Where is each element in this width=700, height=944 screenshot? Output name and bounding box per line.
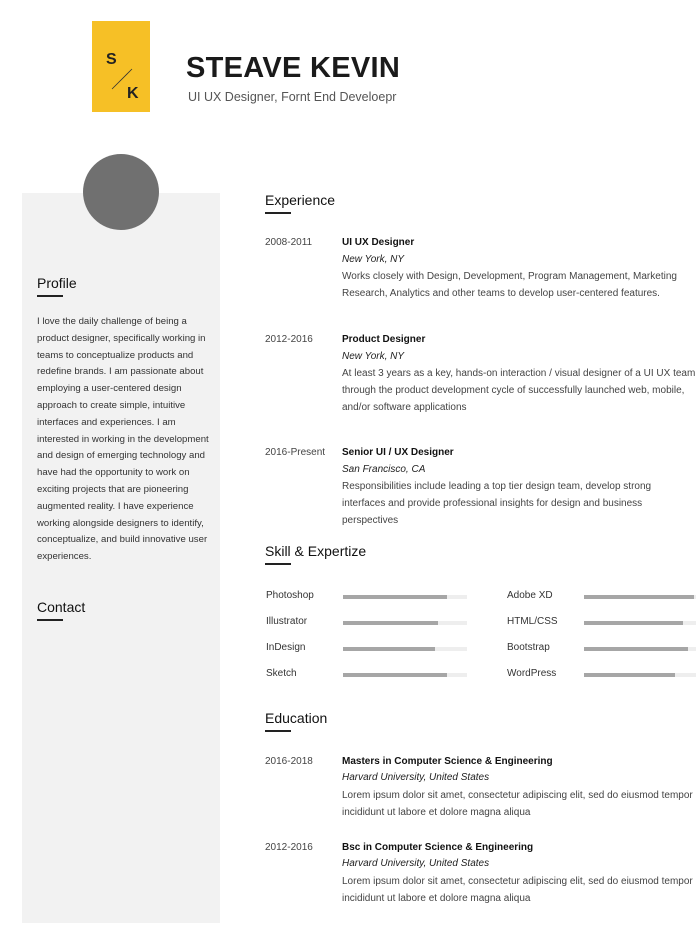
experience-date: 2016-Present: [265, 447, 326, 458]
experience-location: San Francisco, CA: [342, 464, 426, 475]
skill-bar-track: [584, 621, 696, 625]
experience-heading: Experience: [265, 192, 336, 208]
profile-text: I love the daily challenge of being a product designer, specifically working in teams to conceptualize products and redefine brands. I am passionate about employing a user-centered design approach to create simple, intuitive interfaces and experiences. I am interested in working in the development and design of emerging technology and have had the opportunity to work on exciting projects that are pioneering augmented reality. I have experience working alongside designers to identify, conceptualize, and build innovative user experiences.: [37, 316, 209, 563]
experience-title: Product Designer: [342, 334, 426, 345]
contact-heading-underline: [37, 619, 63, 621]
education-desc: Lorem ipsum dolor sit amet, consectetur adipiscing elit, sed do eiusmod tempor incididunt ut labore et dolore magna aliqua: [342, 790, 693, 818]
education-desc: Lorem ipsum dolor sit amet, consectetur adipiscing elit, sed do eiusmod tempor incididunt ut labore et dolore magna aliqua: [342, 876, 693, 904]
skill-label: InDesign: [266, 642, 306, 653]
experience-location: New York, NY: [342, 254, 405, 265]
skill-label: WordPress: [507, 668, 557, 679]
skill-bar-track: [584, 647, 696, 651]
experience-date: 2012-2016: [265, 334, 313, 345]
skill-label: Sketch: [266, 668, 297, 679]
skill-bar-fill: [584, 647, 688, 651]
education-heading: Education: [265, 710, 328, 726]
logo-letter-s: S: [106, 51, 117, 68]
experience-desc: At least 3 years as a key, hands-on interaction / visual designer of a UI UX team through the product development cycle of successfully launched web, mobile, and/or software applications: [342, 368, 696, 413]
education-title: Bsc in Computer Science & Engineering: [342, 842, 534, 853]
skill-bar-fill: [343, 621, 438, 625]
skill-bar-track: [584, 673, 696, 677]
skill-bar-track: [343, 621, 467, 625]
skill-bar-track: [584, 595, 696, 599]
skill-bar-fill: [343, 595, 447, 599]
education-school: Harvard University, United States: [342, 772, 490, 783]
profile-heading-underline: [37, 295, 63, 297]
skill-label: Bootstrap: [507, 642, 550, 653]
education-date: 2012-2016: [265, 842, 313, 853]
experience-heading-underline: [265, 212, 291, 214]
skill-bar-track: [343, 647, 467, 651]
skill-label: Illustrator: [266, 616, 308, 627]
candidate-name: STEAVE KEVIN: [186, 52, 401, 84]
monogram-logo: [92, 21, 150, 112]
skill-label: Adobe XD: [507, 590, 553, 601]
skill-bar-fill: [343, 647, 435, 651]
experience-title: Senior UI / UX Designer: [342, 447, 454, 458]
education-title: Masters in Computer Science & Engineering: [342, 756, 553, 767]
profile-heading: Profile: [37, 275, 77, 291]
candidate-role: UI UX Designer, Fornt End Develoepr: [188, 90, 397, 104]
logo-letter-k: K: [127, 85, 139, 102]
education-heading-underline: [265, 730, 291, 732]
avatar: [83, 154, 159, 230]
experience-desc: Responsibilities include leading a top tier design team, develop strong interfaces and provide professional insights for design and business perspectives: [342, 481, 652, 526]
contact-heading: Contact: [37, 599, 86, 615]
skills-heading-underline: [265, 563, 291, 565]
skill-label: Photoshop: [266, 590, 314, 601]
skill-bar-fill: [584, 621, 683, 625]
skill-label: HTML/CSS: [507, 616, 558, 627]
skill-bar-track: [343, 673, 467, 677]
skills-heading: Skill & Expertize: [265, 543, 367, 559]
skill-bar-track: [343, 595, 467, 599]
education-date: 2016-2018: [265, 756, 313, 767]
skill-bar-fill: [584, 673, 675, 677]
skill-bar-fill: [343, 673, 447, 677]
experience-location: New York, NY: [342, 351, 405, 362]
experience-date: 2008-2011: [265, 237, 313, 248]
logo-slash-icon: [92, 21, 150, 112]
experience-title: UI UX Designer: [342, 237, 415, 248]
education-school: Harvard University, United States: [342, 858, 490, 869]
experience-desc: Works closely with Design, Development, Program Management, Marketing Research, Analytics and other teams to develop user-centered features.: [342, 271, 677, 299]
skill-bar-fill: [584, 595, 694, 599]
